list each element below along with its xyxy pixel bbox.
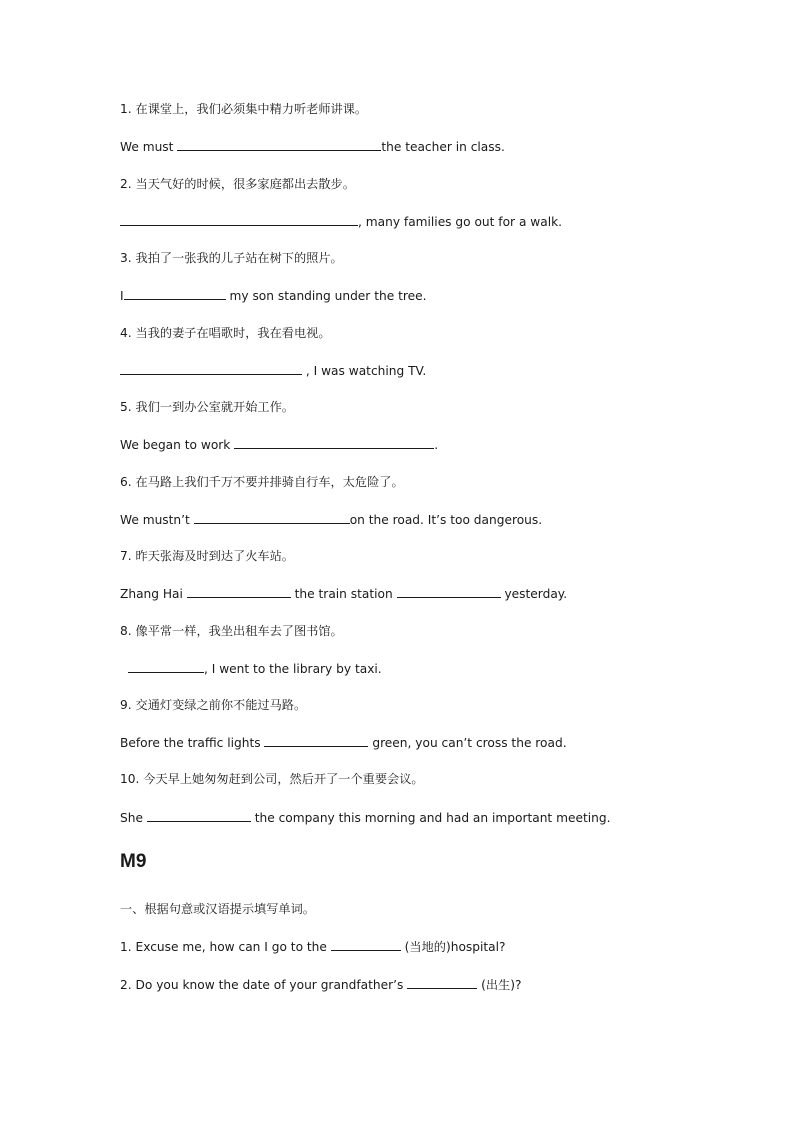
q6-text-a: We mustn’t <box>120 513 194 527</box>
q1-chinese: 1. 在课堂上，我们必须集中精力听老师讲课。 <box>120 102 368 116</box>
q8-english <box>120 659 382 678</box>
m9-q1-blank[interactable] <box>331 937 401 951</box>
q6-text-b: on the road. It’s too dangerous. <box>349 513 543 527</box>
m9-q1 <box>120 937 505 956</box>
q8-chinese: 8. 像平常一样，我坐出租车去了图书馆。 <box>120 624 343 638</box>
q7-blank-1[interactable] <box>187 584 291 598</box>
q5-text-b: . <box>434 438 439 452</box>
q3-chinese: 3. 我拍了一张我的儿子站在树下的照片。 <box>120 251 343 265</box>
q5-english <box>120 435 438 454</box>
q7-english <box>120 584 567 603</box>
q7-chinese: 7. 昨天张海及时到达了火车站。 <box>120 549 294 563</box>
q6-chinese: 6. 在马路上我们千万不要并排骑自行车，太危险了。 <box>120 475 404 489</box>
q10-chinese: 10. 今天早上她匆匆赶到公司，然后开了一个重要会议。 <box>120 772 424 786</box>
section-instruction: 一、根据句意或汉语提示填写单词。 <box>120 902 315 916</box>
q2-text-b: , many families go out for a walk. <box>358 215 563 229</box>
q10-text-b: the company this morning and had an important meeting. <box>250 811 611 825</box>
q8-blank[interactable] <box>128 659 204 673</box>
m9-q1-text-b: (当地的)hospital? <box>400 940 506 954</box>
q5-chinese: 5. 我们一到办公室就开始工作。 <box>120 400 294 414</box>
q7-blank-2[interactable] <box>397 584 501 598</box>
q6-english <box>120 510 542 529</box>
q4-text-b: , I was watching TV. <box>302 364 427 378</box>
q3-text-a: I <box>120 289 124 303</box>
q9-text-a: Before the traffic lights <box>120 736 265 750</box>
m9-q1-text-a: 1. Excuse me, how can I go to the <box>120 940 331 954</box>
q10-text-a: She <box>120 811 147 825</box>
q9-text-b: green, you can’t cross the road. <box>368 736 567 750</box>
q9-english <box>120 733 567 752</box>
q7-text-a: Zhang Hai <box>120 587 187 601</box>
q4-chinese: 4. 当我的妻子在唱歌时，我在看电视。 <box>120 326 331 340</box>
m9-q2-text-b: (出生)? <box>477 978 522 992</box>
q10-blank[interactable] <box>147 808 251 822</box>
q1-blank[interactable] <box>177 137 381 151</box>
q1-text-b: the teacher in class. <box>381 140 505 154</box>
q3-english <box>120 286 426 305</box>
section-heading: M9 <box>120 851 147 872</box>
q8-text-b: , I went to the library by taxi. <box>204 662 382 676</box>
q7-text-b: the train station <box>290 587 397 601</box>
q10-english <box>120 808 610 827</box>
q1-english <box>120 137 505 156</box>
q4-blank[interactable] <box>120 361 302 375</box>
q2-chinese: 2. 当天气好的时候，很多家庭都出去散步。 <box>120 177 355 191</box>
q5-blank[interactable] <box>234 435 434 449</box>
q9-chinese: 9. 交通灯变绿之前你不能过马路。 <box>120 698 307 712</box>
q5-text-a: We began to work <box>120 438 235 452</box>
q3-text-b: my son standing under the tree. <box>225 289 427 303</box>
q2-blank[interactable] <box>120 212 358 226</box>
q4-english <box>120 361 426 380</box>
m9-q2-blank[interactable] <box>407 975 477 989</box>
m9-q2-text-a: 2. Do you know the date of your grandfather’s <box>120 978 408 992</box>
q6-blank[interactable] <box>194 510 350 524</box>
q9-blank[interactable] <box>264 733 368 747</box>
q3-blank[interactable] <box>124 286 226 300</box>
q1-text-a: We must <box>120 140 178 154</box>
m9-q2 <box>120 975 521 994</box>
q7-text-c: yesterday. <box>500 587 568 601</box>
q2-english <box>120 212 562 231</box>
